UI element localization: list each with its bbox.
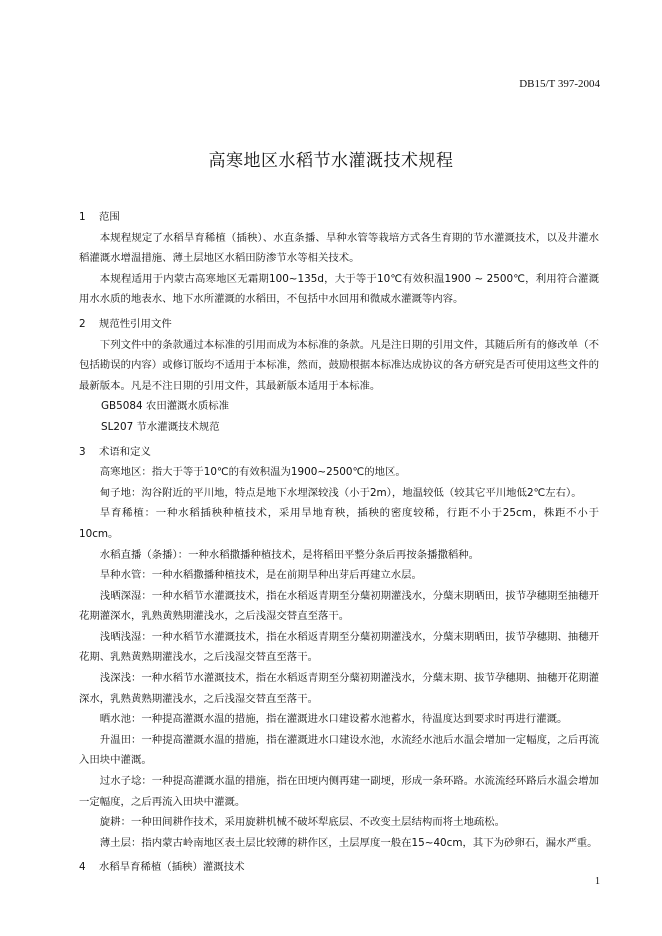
section-heading-terms-definitions: [79, 442, 599, 463]
term-definition: 旋耕：一种田间耕作技术，采用旋耕机械不破坏犁底层、不改变土层结构而将土地疏松。: [99, 816, 506, 829]
section-heading-scope: [79, 207, 599, 228]
section-number: 1: [79, 211, 86, 223]
document-title: 高寒地区水稻节水灌溉技术规程: [208, 151, 454, 171]
section-number: 4: [79, 861, 86, 874]
term-definition: 旱种水管：一种水稻撒播种植技术，是在前期旱种出芽后再建立水层。: [99, 569, 422, 582]
reference-item: GB5084 农田灌溉水质标准: [101, 400, 230, 413]
paragraph: 本规程规定了水稻旱育稀植（插秧）、水直条播、旱种水管等栽培方式各生育期的节水灌溉技术，以及井灌水稻灌溉水增温措施、薄土层地区水稻田防渗节水等相关技术。: [79, 231, 599, 265]
paragraph: 本规程适用于内蒙古高寒地区无霜期100~135d，大于等于10℃有效积温1900 ~ 2500℃，利用符合灌溉用水水质的地表水、地下水所灌溉的水稻田，不包括中水回用和微咸水灌溉等内容。: [79, 272, 599, 306]
term-definition: 浅深浅：一种水稻节水灌溉技术，指在水稻返青期至分蘖初期灌浅水，分蘖末期、拔节孕穗期、抽穗开花期灌深水，乳熟黄熟期灌浅水，之后浅湿交替直至落干。: [79, 672, 599, 705]
section-number: 2: [79, 317, 86, 330]
term-definition: 薄土层：指内蒙古岭南地区表土层比较薄的耕作区，土层厚度一般在15~40cm，其下为砂卵石，漏水严重。: [99, 836, 598, 849]
paragraph: 下列文件中的条款通过本标准的引用而成为本标准的条款。凡是注日期的引用文件，其随后所有的修改单（不包括勘误的内容）或修订版均不适用于本标准，然而，鼓励根据本标准达成协议的各方研究是否可使用这些文件的最新版本。凡是不注日期的引用文件，其最新版本适用于本标准。: [79, 338, 599, 392]
standard-code: DB15/T 397-2004: [519, 78, 600, 90]
reference-item: SL207 节水灌溉技术规范: [101, 420, 220, 433]
term-definition: 甸子地：沟谷附近的平川地，特点是地下水埋深较浅（小于2m），地温较低（较其它平川地低2℃左右）。: [99, 486, 582, 499]
term-definition: 水稻直播（条播）：一种水稻撒播种植技术，是将稻田平整分条后再按条播撒稻种。: [99, 548, 480, 561]
term-definition: 浅晒深湿：一种水稻节水灌溉技术，指在水稻返青期至分蘖初期灌浅水，分蘖末期晒田，拔节孕穗期至抽穗开花期灌深水，乳熟黄熟期灌浅水，之后浅湿交替直至落干。: [79, 589, 599, 623]
term-definition: 浅晒浅湿：一种水稻节水灌溉技术，指在水稻返青期至分蘖初期灌浅水，分蘖末期晒田，拔节孕穗期、抽穗开花期、乳熟黄熟期灌浅水，之后浅湿交替直至落干。: [79, 630, 599, 664]
term-definition: 晒水池：一种提高灌溉水温的措施，指在灌溉进水口建设蓄水池蓄水，待温度达到要求时再进行灌溉。: [99, 713, 568, 726]
section-title: 规范性引用文件: [99, 317, 172, 330]
section-title: 水稻旱育稀植（插秧）灌溉技术: [99, 861, 245, 874]
document-body: [79, 203, 599, 878]
section-title: 术语和定义: [99, 445, 151, 458]
section-title: 范围: [99, 211, 120, 223]
page-number: 1: [595, 876, 600, 887]
section-heading-normative-references: [79, 314, 599, 335]
section-heading-dry-nursery-irrigation: [79, 857, 599, 878]
term-definition: 过水子埝：一种提高灌溉水温的措施，指在田埂内侧再建一副埂，形成一条环路。水流流经环路后水温会增加一定幅度，之后再流入田块中灌溉。: [79, 775, 599, 808]
term-definition: 高寒地区：指大于等于10℃的有效积温为1900~2500℃的地区。: [99, 466, 406, 479]
term-definition: 升温田：一种提高灌溉水温的措施，指在灌溉进水口建设水池，水流经水池后水温会增加一定幅度，之后再流入田块中灌溉。: [79, 733, 599, 767]
term-definition: 旱育稀植：一种水稻插秧种植技术，采用旱地育秧，插秧的密度较稀，行距不小于25cm，株距不小于10cm。: [79, 507, 599, 540]
section-number: 3: [79, 445, 86, 458]
